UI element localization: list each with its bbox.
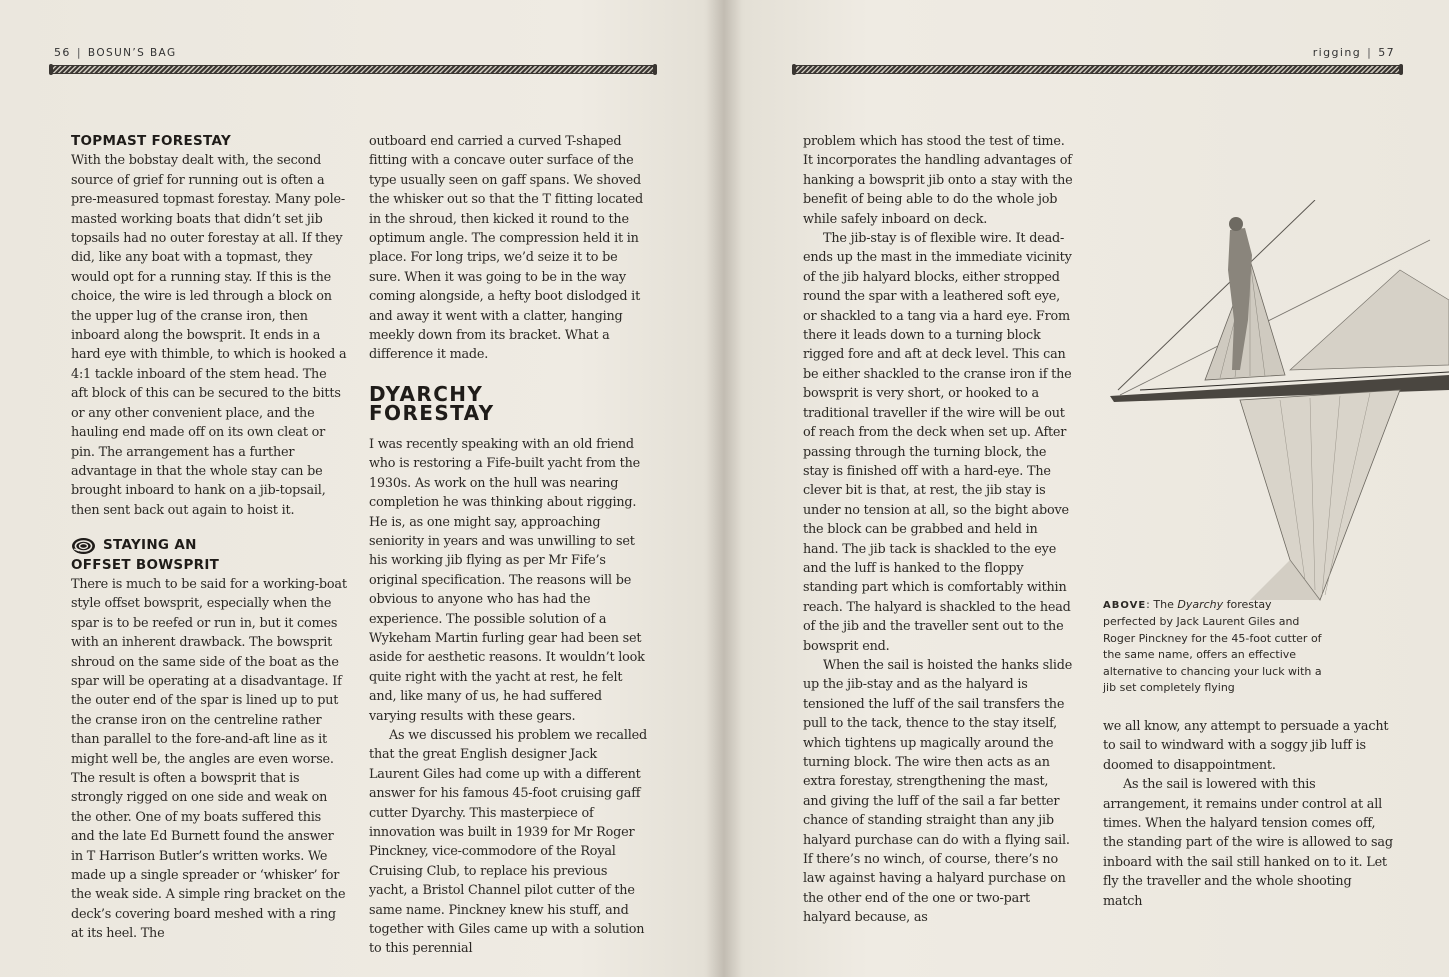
section-heading-topmast-forestay: TOPMAST FORESTAY — [71, 133, 232, 149]
caption-label: ABOVE — [1103, 600, 1147, 611]
subsection-heading-offset-bowsprit — [71, 536, 347, 575]
running-head-left — [54, 46, 177, 59]
body-paragraph: problem which has stood the test of time. It incorporates the handling advantages of hanking a bowsprit jib onto a stay with the benefit of being able to do the whole job while safely inboard on deck. — [803, 134, 1073, 227]
heading-line-1: DYARCHY — [369, 381, 484, 406]
body-paragraph: As the sail is lowered with this arrangement, it remains under control at all times. When the halyard tension comes off, the standing part of the wire is allowed to sag inboard with the sail still hanked on to it. Let fly the traveller and the whole shooting match — [1103, 777, 1393, 909]
body-paragraph: There is much to be said for a working-boat style offset bowsprit, especially when the spar is to be reefed or run in, but it comes with an inherent drawback. The bowsprit shroud on the same side of the boat as the spar will be operating at a disadvantage. If the outer end of the spar is lined up to put the cranse iron on the centreline rather than parallel to the fore-and-aft line as it might well be, the angles are even worse. The result is often a bowsprit that is strongly rigged on one side and weak on the other. One of my boats suffered this and the late Ed Burnett found the answer in T Harrison Butler’s written works. We made up a single spreader or ‘whisker’ for the weak side. A simple ring bracket on the deck’s covering board meshed with a ring at its heel. The — [71, 576, 347, 942]
running-head-separator: | — [76, 46, 82, 59]
bowsprit-sketch-illustration — [1100, 200, 1449, 620]
body-paragraph: I was recently speaking with an old friend who is restoring a Fife-built yacht from the 1930s. As work on the hull was nearing completion he was thinking about rigging. He is, as one might say, approaching seniority in years and was unwilling to set his working jib flying as per Mr Fife’s original specification. The reasons will be obvious to anyone who has had the experience. The possible solution of a Wykeham Martin furling gear had been set aside for aesthetic reasons. It wouldn’t look quite right with the yacht at rest, he felt and, like many of us, he had suffered varying results with these gears. — [369, 436, 645, 724]
section-heading-dyarchy-forestay — [369, 381, 649, 425]
page-number-right: 57 — [1378, 46, 1395, 59]
rope-rule-left — [52, 65, 654, 74]
body-paragraph: As we discussed his problem we recalled that the great English designer Jack Laurent Giles had come up with a different answer for his famous 45-foot cruising gaff cutter Dyarchy. This masterpiece of innovation was built in 1939 for Mr Roger Pinckney, vice-commodore of the Royal Cruising Club, to replace his previous yacht, a Bristol Channel pilot cutter of the same name. Pinckney knew his stuff, and together with Giles came up with a solution to this perennial — [369, 727, 647, 957]
caption-italic: Dyarchy — [1177, 598, 1224, 611]
running-title-right: rigging — [1312, 46, 1362, 59]
body-paragraph: When the sail is hoisted the hanks slide up the jib-stay and as the halyard is tensioned the luff of the sail transfers the pull to the tack, thence to the stay itself, which tightens up magically around the turning block. The wire then acts as an extra forestay, strengthening the mast, and giving the luff of the sail a far better chance of standing straight than any jib halyard purchase can do with a flying sail. If there’s no winch, of course, there’s no law against having a halyard purchase on the other end of the one or two-part halyard because, as — [803, 657, 1073, 926]
caption-text-after: forestay perfected by Jack Laurent Giles and Roger Pinckney for the 45-foot cutter of the same name, offers an effective alternative to chancing your luck with a jib set completely flying — [1103, 598, 1322, 695]
running-head-right — [1313, 46, 1395, 59]
rope-coil-icon — [71, 537, 96, 555]
body-paragraph: With the bobstay dealt with, the second source of grief for running out is often a pre-measured topmast forestay. Many pole-masted working boats that didn’t set jib topsails had no outer forestay at all. If they did, like any boat with a topmast, they would opt for a running stay. If this is the choice, the wire is led through a block on the upper lug of the cranse iron, then inboard along the bowsprit. It ends in a hard eye with thimble, to which is hooked a 4:1 tackle inboard of the stem head. The aft block of this can be secured to the bitts or any other convenient place, and the hauling end made off on its own cleat or pin. The arrangement has a further advantage in that the whole stay can be brought inboard to hank on a jib-topsail, then sent back out again to hoist it. — [71, 153, 347, 518]
subheading-line-2: OFFSET BOWSPRIT — [71, 556, 220, 573]
column-1 — [71, 132, 347, 944]
page-number-left: 56 — [54, 46, 71, 59]
body-paragraph: outboard end carried a curved T-shaped fitting with a concave outer surface of the type usually seen on gaff spans. We shoved the whisker out so that the T fitting located in the shroud, then kicked it round to the optimum angle. The compression held it in place. For long trips, we’d seize it to be sure. When it was going to be in the way coming alongside, a hefty boot dislodged it and away it went with a clatter, hanging meekly down from its bracket. What a difference it made. — [369, 134, 643, 363]
column-2 — [369, 132, 649, 959]
column-3 — [803, 132, 1075, 928]
running-title-left: BOSUN’S BAG — [87, 47, 177, 59]
rope-rule-right — [795, 65, 1400, 74]
column-4 — [1103, 717, 1393, 911]
running-head-separator: | — [1367, 46, 1373, 59]
body-paragraph: we all know, any attempt to persuade a yacht to sail to windward with a soggy jib luff is doomed to disappointment. — [1103, 719, 1389, 773]
heading-line-2: FORESTAY — [369, 400, 495, 425]
subheading-line-1: STAYING AN — [103, 537, 197, 554]
body-paragraph: The jib-stay is of flexible wire. It dead-ends up the mast in the immediate vicinity of the jib halyard blocks, either stropped round the spar with a leathered soft eye, or shackled to a tang via a hard eye. From there it leads down to a turning block rigged fore and aft at deck level. This can be either shackled to the cranse iron if the bowsprit is very short, or hooked to a traditional traveller if the wire will be out of reach from the deck when set up. After passing through the turning block, the stay is finished off with a hard-eye. The clever bit is that, at rest, the jib stay is under no tension at all, so the bight above the block can be grabbed and held in hand. The jib tack is shackled to the eye and the luff is hanked to the floppy standing part which is comfortably within reach. The halyard is shackled to the head of the jib and the traveller sent out to the bowsprit end. — [803, 231, 1072, 654]
illustration-caption — [1103, 597, 1323, 696]
caption-text-before: : The — [1146, 598, 1178, 611]
